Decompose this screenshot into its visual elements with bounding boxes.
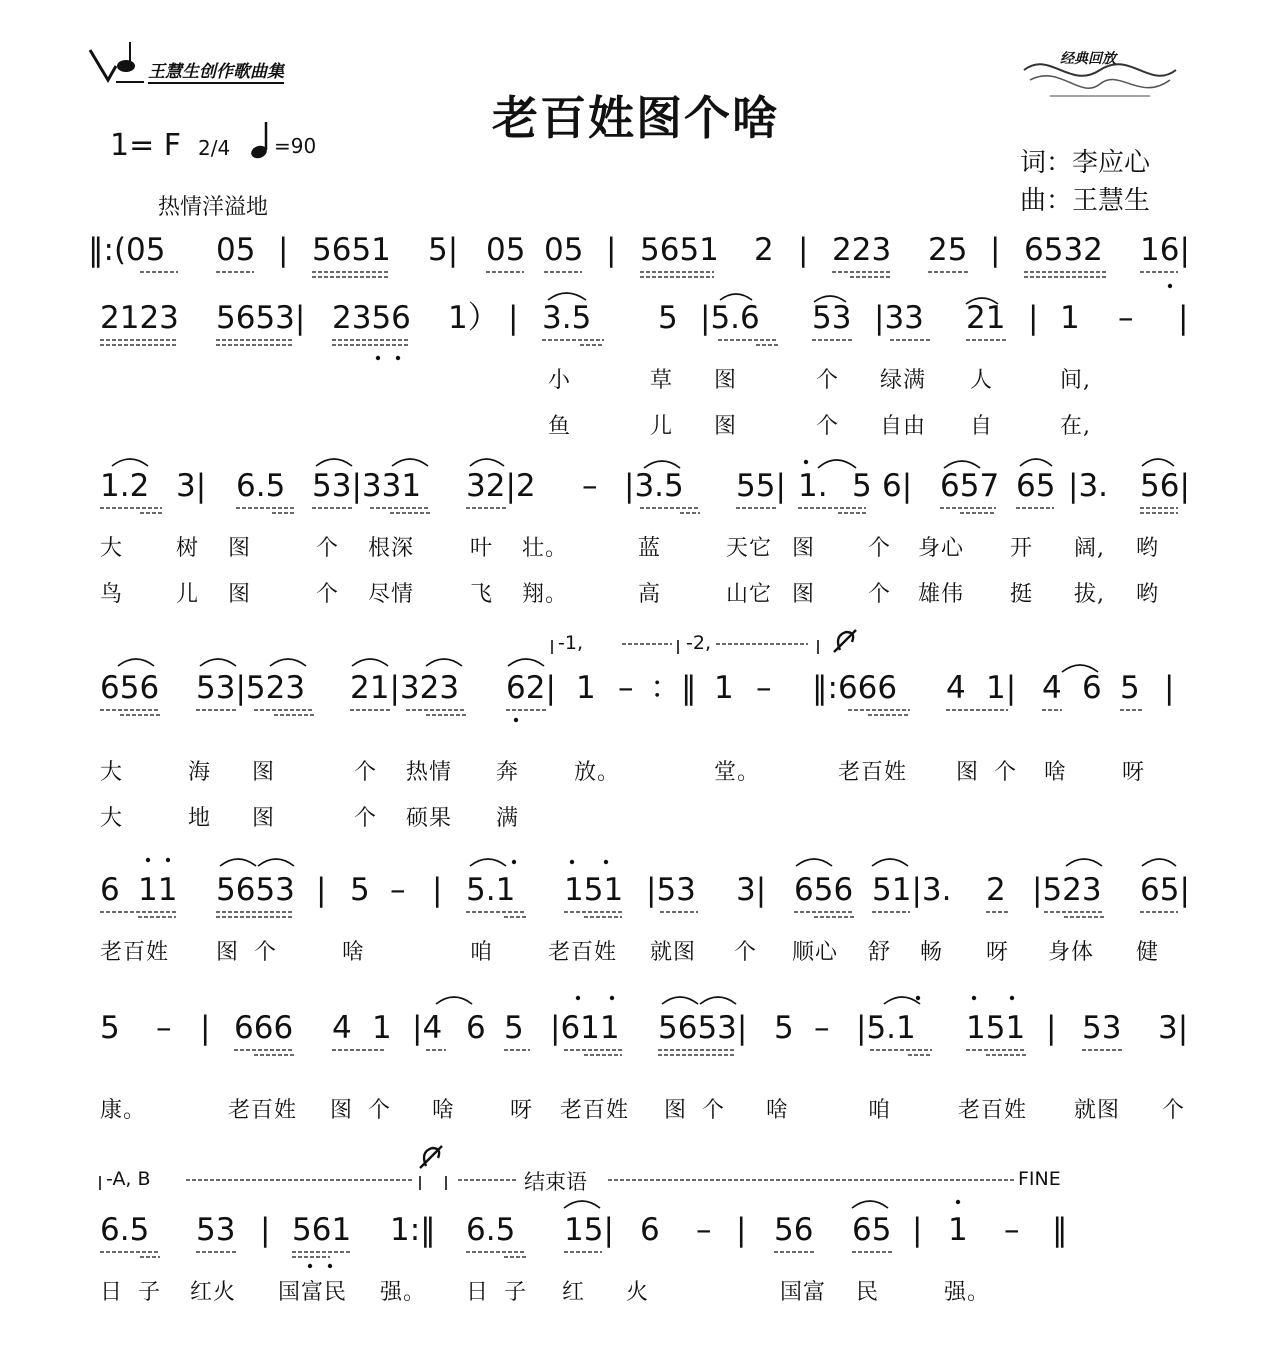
lyric-word: 舒	[868, 940, 892, 965]
dash: –	[618, 670, 634, 706]
score-token: |5.1	[856, 1010, 916, 1046]
lyric-word: 呀	[510, 1098, 534, 1123]
lyric-word: 个	[702, 1098, 726, 1123]
barline: |	[736, 1212, 747, 1248]
score-token: 6	[466, 1010, 486, 1046]
dash: –	[390, 872, 406, 908]
score-token: 223	[832, 232, 892, 268]
dash: –	[756, 670, 772, 706]
score-token: 4	[1042, 670, 1062, 706]
repeat-end: 1:‖	[390, 1212, 436, 1248]
stamp-text: 经典回放	[1060, 51, 1116, 67]
composer-credit: 曲：王慧生	[1020, 186, 1151, 216]
lyric-word: 硕果	[406, 806, 453, 831]
lyric-word: 个	[868, 582, 892, 607]
lyric-word: 鸟	[100, 582, 124, 607]
lyric-word: 热情	[406, 760, 453, 785]
score-token: 657	[940, 468, 1000, 504]
score-token: 656	[794, 872, 854, 908]
lyric-word: 草	[650, 368, 674, 393]
lyric-word: 个	[868, 536, 892, 561]
score-token: 65|	[1140, 872, 1190, 908]
lyric-word: 图	[792, 582, 816, 607]
score-token: 3|	[1158, 1010, 1189, 1046]
volta-ab-label: -A, B	[106, 1168, 151, 1190]
lyric-word: 个	[254, 940, 278, 965]
score-token: 56	[774, 1212, 814, 1248]
score-token: 5653|	[658, 1010, 748, 1046]
score-token: 51|3.	[872, 872, 952, 908]
lyric-word: 日	[466, 1280, 490, 1305]
lyric-word: 放。	[574, 760, 621, 785]
lyric-word: 图	[216, 940, 240, 965]
score-token: 5	[774, 1010, 794, 1046]
lyric-word: 拔,	[1074, 582, 1105, 607]
score-token: 53	[196, 1212, 236, 1248]
lyric-word: 自	[970, 414, 994, 439]
lyric-word: 咱	[868, 1098, 892, 1123]
lyric-word: 绿满	[880, 368, 927, 393]
lyric-word: 呀	[986, 940, 1010, 965]
coda-label: 结束语	[524, 1170, 587, 1194]
lyric-word: 个	[354, 760, 378, 785]
dash: –	[1004, 1212, 1020, 1248]
score-token: 6	[100, 872, 120, 908]
score-token: 25	[928, 232, 968, 268]
lyric-word: 在,	[1060, 414, 1091, 439]
score-token: 6|	[882, 468, 913, 504]
lyric-word: 国富民	[278, 1280, 348, 1305]
lyric-word: 个	[816, 368, 840, 393]
dash: –	[814, 1010, 830, 1046]
score-token: 5653|	[216, 300, 306, 336]
fine-label: FINE	[1018, 1168, 1061, 1190]
score-token: 6532	[1024, 232, 1103, 268]
collection-name: 王慧生创作歌曲集	[148, 62, 284, 82]
score-token: 1|	[986, 670, 1017, 706]
score-token: 16|	[1140, 232, 1190, 268]
score-token: 1	[714, 670, 734, 706]
key-signature: 1= F	[110, 128, 182, 163]
score-token: 1）	[448, 300, 499, 336]
lyric-word: 蓝	[638, 536, 662, 561]
score-token: 666	[234, 1010, 294, 1046]
lyric-word: 啥	[766, 1098, 790, 1123]
lyric-word: 子	[138, 1280, 162, 1305]
dash: –	[156, 1010, 172, 1046]
lyric-word: 图	[252, 760, 276, 785]
lyric-word: 人	[970, 368, 994, 393]
lyric-word: 红火	[190, 1280, 237, 1305]
lyric-word: 老百姓	[100, 940, 170, 965]
lyric-word: 雄伟	[918, 582, 965, 607]
lyric-word: 身体	[1048, 940, 1095, 965]
repeat-end: ：‖	[650, 670, 697, 706]
lyric-word: 根深	[368, 536, 415, 561]
lyric-word: 个	[816, 414, 840, 439]
lyric-word: 图	[792, 536, 816, 561]
lyric-word: 叶	[470, 536, 494, 561]
lyric-word: 老百姓	[958, 1098, 1028, 1123]
score-token: 55|	[736, 468, 786, 504]
barline: |	[316, 872, 327, 908]
lyric-word: 天它	[726, 536, 773, 561]
score-token: 5	[1120, 670, 1140, 706]
score-token: |33	[874, 300, 924, 336]
barline: |	[990, 232, 1001, 268]
dash: –	[1118, 300, 1134, 336]
score-token: |4	[412, 1010, 443, 1046]
lyric-word: 个	[316, 582, 340, 607]
score-token: 05	[486, 232, 526, 268]
lyric-word: 老百姓	[548, 940, 618, 965]
lyric-word: 图	[228, 536, 252, 561]
lyric-word: 堂。	[714, 760, 761, 785]
score-token: 6.5	[466, 1212, 516, 1248]
score-token: 56|	[1140, 468, 1190, 504]
score-token: 1.2	[100, 468, 150, 504]
lyric-word: 火	[626, 1280, 650, 1305]
score-token: 4	[946, 670, 966, 706]
lyric-word: 康。	[100, 1098, 147, 1123]
volta-second-label: -2,	[686, 632, 711, 654]
barline: |	[200, 1010, 211, 1046]
score-token: ‖:666	[812, 670, 898, 706]
lyric-word: 开	[1010, 536, 1034, 561]
lyric-word: 小	[548, 368, 572, 393]
lyric-word: 树	[176, 536, 200, 561]
lyric-word: 尽情	[368, 582, 415, 607]
score-token: 21|323	[350, 670, 460, 706]
score-token: 1	[576, 670, 596, 706]
lyric-word: 阔,	[1074, 536, 1105, 561]
lyric-word: 儿	[650, 414, 674, 439]
lyric-word: 日	[100, 1280, 124, 1305]
lyric-word: 飞	[470, 582, 494, 607]
score-token: 53	[1082, 1010, 1122, 1046]
score-token: 1	[372, 1010, 392, 1046]
score-token: 5	[658, 300, 678, 336]
score-token: 6.5	[100, 1212, 150, 1248]
time-signature: 2/4	[198, 136, 231, 160]
score-token: 1	[948, 1212, 968, 1248]
lyric-word: 就图	[650, 940, 697, 965]
lyric-word: 翔。	[522, 582, 569, 607]
lyric-word: 大	[100, 760, 124, 785]
lyric-word: 啥	[1044, 760, 1068, 785]
score-token: 5	[852, 468, 872, 504]
score-token: 5651	[640, 232, 719, 268]
barline: |	[912, 1212, 923, 1248]
score-token: 561	[292, 1212, 352, 1248]
lyric-word: 自由	[880, 414, 927, 439]
barline: |	[260, 1212, 271, 1248]
lyric-word: 老百姓	[838, 760, 908, 785]
lyric-word: 鱼	[548, 414, 572, 439]
lyric-word: 图	[714, 414, 738, 439]
score-token: 53|523	[196, 670, 306, 706]
lyric-word: 满	[496, 806, 520, 831]
score-token: 5653	[216, 872, 295, 908]
lyric-word: 奔	[496, 760, 520, 785]
lyric-word: 挺	[1010, 582, 1034, 607]
tempo-marking: =90	[274, 134, 317, 158]
barline: |	[432, 872, 443, 908]
lyric-word: 呀	[1122, 760, 1146, 785]
barline: |	[798, 232, 809, 268]
score-token: 5651	[312, 232, 391, 268]
score-token: 11	[138, 872, 178, 908]
dash: –	[582, 468, 598, 504]
volta-first-label: -1,	[558, 632, 583, 654]
lyric-word: 个	[994, 760, 1018, 785]
score-token: 3|	[176, 468, 207, 504]
final-barline: ‖	[1052, 1212, 1068, 1248]
lyric-word: 山它	[726, 582, 773, 607]
lyric-word: 哟	[1136, 536, 1160, 561]
lyric-word: 就图	[1074, 1098, 1121, 1123]
barline: |	[1164, 670, 1175, 706]
score-token: |523	[1032, 872, 1102, 908]
lyric-word: 咱	[470, 940, 494, 965]
dash: –	[696, 1212, 712, 1248]
lyric-word: 个	[354, 806, 378, 831]
score-token: 4	[332, 1010, 352, 1046]
barline: |	[1178, 300, 1189, 336]
score-token: |53	[646, 872, 696, 908]
lyric-word: 身心	[918, 536, 965, 561]
score-token: 5	[100, 1010, 120, 1046]
lyric-word: 图	[252, 806, 276, 831]
score-token: 6	[640, 1212, 660, 1248]
score-token: 5|	[428, 232, 459, 268]
lyric-word: 儿	[176, 582, 200, 607]
score-token: 65	[1016, 468, 1056, 504]
score-token: 21	[966, 300, 1006, 336]
lyric-word: 子	[504, 1280, 528, 1305]
score-token: 05	[544, 232, 584, 268]
score-token: 5.1	[466, 872, 516, 908]
lyric-word: 个	[734, 940, 758, 965]
lyric-word: 红	[562, 1280, 586, 1305]
score-token: 2	[754, 232, 774, 268]
score-token: 15|	[564, 1212, 614, 1248]
score-token: 3|	[736, 872, 767, 908]
barline: |	[278, 232, 289, 268]
score-token: 656	[100, 670, 160, 706]
lyric-word: 国富	[780, 1280, 827, 1305]
score-token: 1.	[798, 468, 828, 504]
score-token: 53|331	[312, 468, 422, 504]
lyric-word: 图	[664, 1098, 688, 1123]
score-token: |3.	[1068, 468, 1109, 504]
score-token: |3.5	[624, 468, 684, 504]
lyric-word: 图	[714, 368, 738, 393]
score-token: ‖:(05	[88, 232, 166, 268]
lyric-word: 大	[100, 536, 124, 561]
song-title: 老百姓图个啥	[492, 91, 780, 145]
barline: |	[508, 300, 519, 336]
score-token: 5	[350, 872, 370, 908]
score-token: 53	[812, 300, 852, 336]
lyric-word: 哟	[1136, 582, 1160, 607]
lyric-word: 图	[956, 760, 980, 785]
lyric-word: 顺心	[792, 940, 839, 965]
score-token: 151	[966, 1010, 1026, 1046]
lyric-word: 个	[316, 536, 340, 561]
lyric-word: 健	[1136, 940, 1160, 965]
score-token: 6.5	[236, 468, 286, 504]
lyricist-credit: 词：李应心	[1020, 148, 1151, 178]
lyric-word: 间,	[1060, 368, 1091, 393]
barline: |	[1046, 1010, 1057, 1046]
lyric-word: 图	[228, 582, 252, 607]
lyric-word: 强。	[944, 1280, 991, 1305]
score-token: 6	[1082, 670, 1102, 706]
score-token: |5.6	[700, 300, 760, 336]
lyric-word: 老百姓	[228, 1098, 298, 1123]
lyric-word: 强。	[380, 1280, 427, 1305]
lyric-word: 畅	[920, 940, 944, 965]
lyric-word: 图	[330, 1098, 354, 1123]
lyric-word: 啥	[432, 1098, 456, 1123]
lyric-word: 大	[100, 806, 124, 831]
lyric-word: 个	[1162, 1098, 1186, 1123]
score-token: 1	[1060, 300, 1080, 336]
lyric-word: 啥	[342, 940, 366, 965]
score-token: 05	[216, 232, 256, 268]
lyric-word: 老百姓	[560, 1098, 630, 1123]
score-token: 3.5	[542, 300, 592, 336]
lyric-word: 个	[368, 1098, 392, 1123]
lyric-word: 高	[638, 582, 662, 607]
score-token: 65	[852, 1212, 892, 1248]
score-token: 62|	[506, 670, 556, 706]
score-token: 151	[564, 872, 624, 908]
lyric-word: 壮。	[522, 536, 569, 561]
barline: |	[606, 232, 617, 268]
expression-marking: 热情洋溢地	[158, 195, 269, 220]
score-token: 2	[986, 872, 1006, 908]
score-token: |611	[550, 1010, 620, 1046]
score-token: 32|2	[466, 468, 536, 504]
segno-icon	[420, 630, 856, 1168]
score-token: 5	[504, 1010, 524, 1046]
lyric-word: 海	[188, 760, 212, 785]
lyric-word: 地	[188, 806, 212, 831]
score-token: 2123	[100, 300, 179, 336]
score-token: 2356	[332, 300, 411, 336]
barline: |	[1028, 300, 1039, 336]
lyric-word: 民	[856, 1280, 880, 1305]
